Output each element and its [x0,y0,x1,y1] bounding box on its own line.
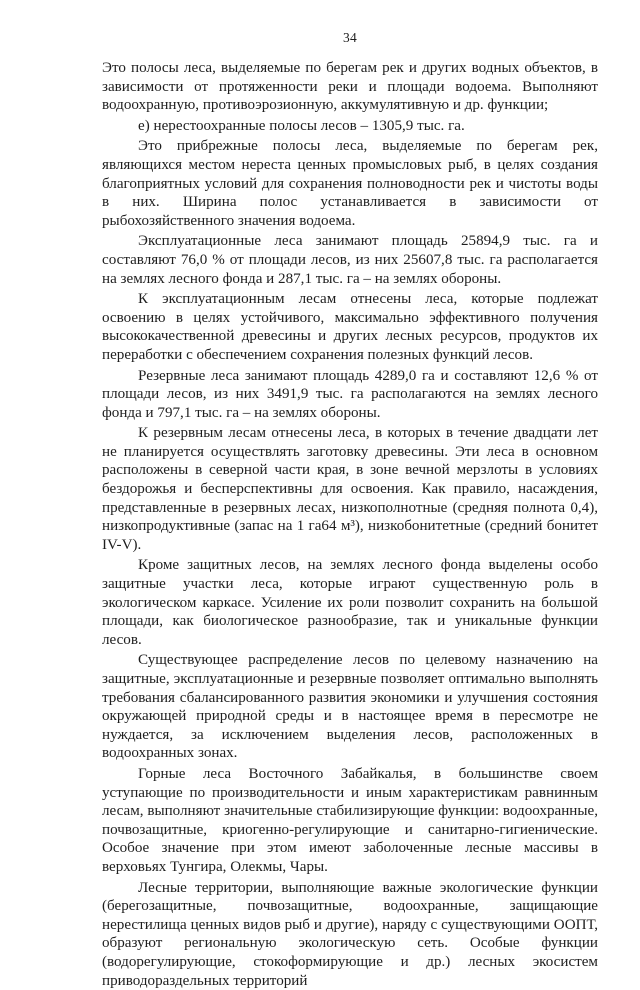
paragraph: Резервные леса занимают площадь 4289,0 га и составляют 12,6 % от площади лесов, из них 3491,9 тыс. га располагаются на землях лесного фонда и 797,1 тыс. га – на землях обороны. [102,367,598,421]
paragraph: К резервным лесам отнесены леса, в которых в течение двадцати лет не планируется осуществлять заготовку древесины. Эти леса в основном расположены в северной части края, в зоне вечной мерзлоты в условиях бездорожья и бесперспективны для освоения. Как правило, насаждения, представленные в резервных лесах, низкополнотные (средняя полнота 0,4), низкопродуктивные (запас на 1 га64 м³), низкобонитетные (средний бонитет IV-V). [102,425,598,553]
paragraph: Это прибрежные полосы леса, выделяемые по берегам рек, являющихся местом нереста ценных промысловых рыб, в целях создания благоприятных условий для сохранения полноводности рек и чистоты воды в них. Ширина полос устанавливается в зависимости от рыбохозяйственного значения водоема. [102,138,598,229]
paragraph: Существующее распределение лесов по целевому назначению на защитные, эксплуатационные и резервные позволяет оптимально выполнять требования сбалансированного развития экономики и улучшения состояния окружающей природной среды и в настоящее время в пересмотре не нуждается, за исключением выделения лесов, расположенных в водоохранных зонах. [102,652,598,762]
paragraph: Горные леса Восточного Забайкалья, в большинстве своем уступающие по производительности и иным характеристикам равнинным лесам, выполняют значительные стабилизирующие функции: водоохранные, почвозащитные, криогенно-регулирующие и санитарно-гигиенические. Особое значение при этом имеют заболоченные лесные массивы в верховьях Тунгира, Олекмы, Чары. [102,765,598,875]
page-number: 34 [342,30,358,45]
paragraph: Эксплуатационные леса занимают площадь 25894,9 тыс. га и составляют 76,0 % от площади лесов, из них 25607,8 тыс. га располагается на землях лесного фонда и 287,1 тыс. га – на землях обороны. [102,233,598,287]
paragraph: Это полосы леса, выделяемые по берегам рек и других водных объектов, в зависимости от протяженности реки и площади водоема. Выполняют водоохранную, противоэрозионную, аккумулятивную и др. функции; [102,60,598,114]
paragraph: Лесные территории, выполняющие важные экологические функции (берегозащитные, почвозащитные, водоохранные, защищающие нерестилища ценных видов рыб и другие), наряду с существующими ООПТ, образуют региональную экологическую сеть. Особые функции (водорегулирующие, стокоформирующие и др.) лесных экосистем приводораздельных территорий [102,879,598,989]
paragraph: К эксплуатационным лесам отнесены леса, которые подлежат освоению в целях устойчивого, максимально эффективного получения высококачественной древесины и других лесных ресурсов, продуктов их переработки с обеспечением сохранения полезных функций лесов. [102,291,598,363]
paragraph: Кроме защитных лесов, на землях лесного фонда выделены особо защитные участки леса, которые играют существенную роль в экологическом каркасе. Усиление их роли позволит сохранить на большой площади, как биологическое разнообразие, так и уникальные функции лесов. [102,557,598,648]
paragraph: е) нерестоохранные полосы лесов – 1305,9 тыс. га. [138,117,465,134]
body-text [102,59,598,990]
